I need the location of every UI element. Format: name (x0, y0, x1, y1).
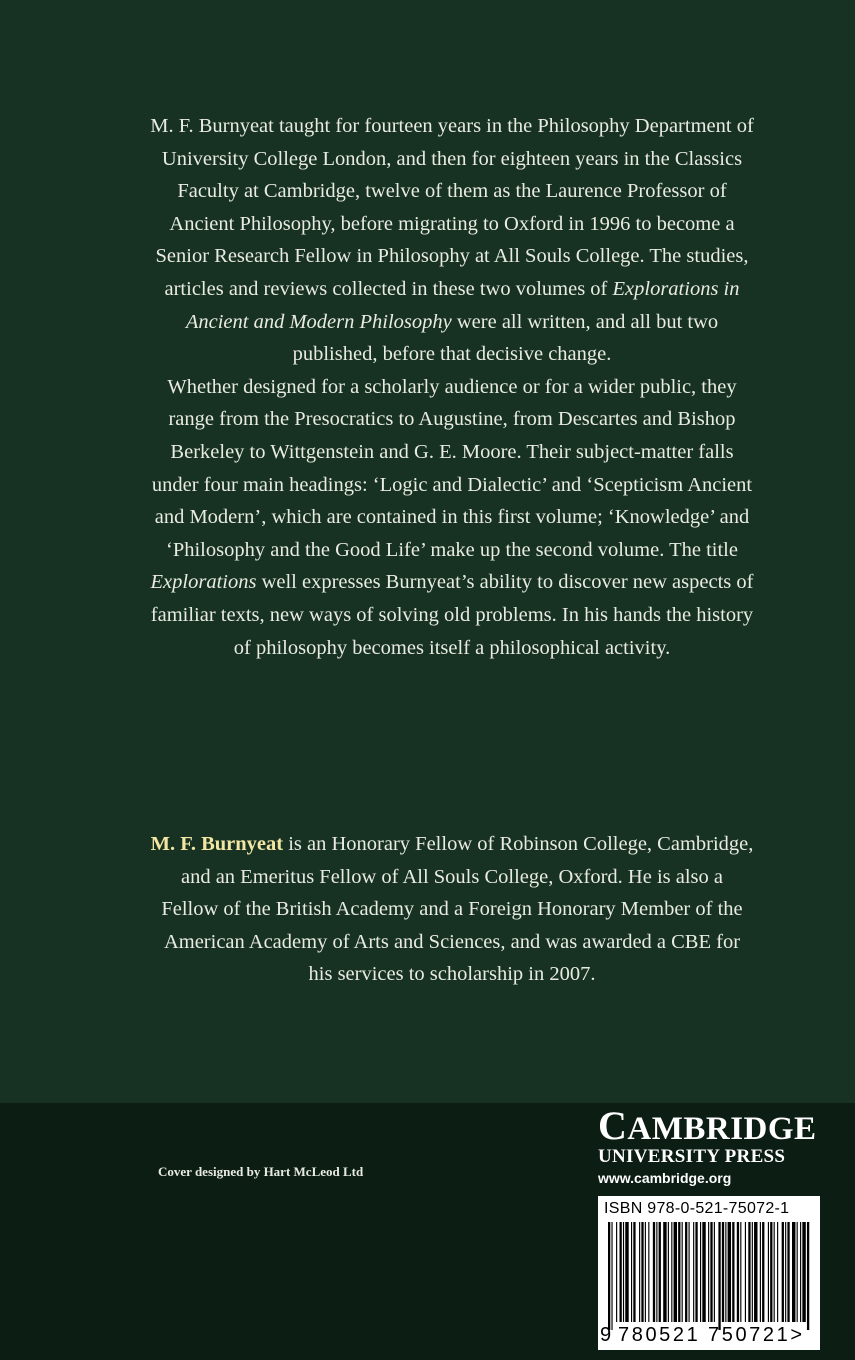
barcode-bar (777, 1222, 778, 1322)
book-title: Explorations in Ancient and Modern Philosophy (185, 277, 740, 333)
barcode-bars (604, 1222, 814, 1332)
barcode-bar (737, 1222, 739, 1322)
author-name: M. F. Burnyeat (150, 833, 284, 855)
barcode-bar (639, 1222, 640, 1322)
barcode-bar (616, 1222, 617, 1322)
barcode-bar (641, 1222, 643, 1322)
blurb-text: well expresses Burnyeat’s ability to discover new aspects of familiar texts, new ways of solving old problems. In his hands the history of philosophy becomes itself a philosophical activity. (150, 571, 754, 659)
barcode-bar (645, 1222, 646, 1322)
blurb (150, 110, 754, 664)
barcode-bar (700, 1222, 701, 1322)
barcode-bar (678, 1222, 680, 1322)
barcode-digits-left: 780521 (618, 1324, 701, 1346)
barcode-bar (608, 1222, 610, 1330)
barcode-bar (797, 1222, 798, 1322)
barcode-bar (725, 1222, 726, 1322)
barcode-bar (802, 1222, 805, 1322)
barcode-bar (752, 1222, 753, 1322)
barcode-end-mark: > (790, 1324, 805, 1346)
barcode-bar (631, 1222, 632, 1322)
barcode-bar (693, 1222, 694, 1322)
barcode-bar (625, 1222, 628, 1322)
blurb-paragraph-1 (150, 110, 754, 371)
barcode-bar (674, 1222, 677, 1322)
author-bio (150, 828, 754, 991)
barcode-bar (702, 1222, 705, 1322)
barcode-digits-right: 750721> (708, 1324, 805, 1346)
barcode-bar (800, 1222, 801, 1322)
book-title-short: Explorations (150, 571, 257, 594)
barcode-bar (774, 1222, 775, 1322)
barcode-bar (682, 1222, 683, 1322)
author-bio-text: is an Honorary Fellow of Robinson College, Cambridge, and an Emeritus Fellow of All Souls College, Oxford. He is also a Fellow of the British Academy and a Foreign Honorary Member of the American Academy of Arts and Sciences, and was awarded a CBE for his services to scholarship in 2007. (161, 833, 754, 986)
barcode-bar (653, 1222, 655, 1322)
barcode-bar (787, 1222, 789, 1322)
barcode-bar (760, 1222, 761, 1322)
blurb-text: Whether designed for a scholarly audience or for a wider public, they range from the Presocratics to Augustine, from Descartes and Bishop Berkeley to Wittgenstein and G. E. Moore. Their subject-matter falls under four main headings: ‘Logic and Dialectic’ and ‘Scepticism Ancient and Modern’, which are contained in this first volume; ‘Knowledge’ and ‘Philosophy and the Good Life’ make up the second volume. The title (151, 375, 753, 561)
barcode-bar (708, 1222, 709, 1322)
barcode-bar (792, 1222, 795, 1322)
barcode-bar (620, 1222, 622, 1322)
barcode-bar (768, 1222, 769, 1322)
cover-credit: Cover designed by Hart McLeod Ltd (158, 1164, 364, 1179)
publisher-name: CAMBRIDGE (598, 1103, 817, 1148)
barcode-bar (689, 1222, 690, 1322)
barcode-digit-first: 9 (600, 1324, 612, 1346)
barcode-bar (745, 1222, 746, 1322)
barcode-bar (785, 1222, 786, 1322)
barcode-bar (748, 1222, 750, 1322)
barcode-bar (611, 1222, 612, 1330)
blurb-paragraph-2 (150, 371, 754, 664)
isbn-barcode (598, 1196, 820, 1350)
barcode-bar (762, 1222, 764, 1322)
barcode-bar (722, 1222, 724, 1322)
barcode-bar (770, 1222, 772, 1322)
barcode-bar (656, 1222, 657, 1322)
isbn-label: ISBN 978-0-521-75072-1 (604, 1200, 790, 1217)
blurb-text: were all written, and all but two published, before that decisive change. (292, 310, 719, 366)
barcode-bar (782, 1222, 784, 1322)
publisher-url: www.cambridge.org (598, 1170, 732, 1186)
blurb-text: M. F. Burnyeat taught for fourteen years in the Philosophy Department of University College London, and then for eighteen years in the Classics Faculty at Cambridge, twelve of them as the Laurence Professor of Ancient Philosophy, before migrating to Oxford in 1996 to become a Senior Research Fellow in Philosophy at All Souls College. The studies, articles and reviews collected in these two volumes of (150, 115, 754, 300)
barcode-bar (695, 1222, 697, 1322)
barcode-bar (728, 1222, 731, 1322)
barcode-bar (807, 1222, 809, 1330)
barcode-bar (668, 1222, 669, 1322)
barcode-bar (710, 1222, 712, 1322)
barcode-bar (754, 1222, 757, 1322)
barcode-bar (663, 1222, 666, 1322)
barcode-bar (740, 1222, 741, 1322)
barcode-bar (732, 1222, 734, 1322)
barcode-bar (648, 1222, 649, 1322)
publisher-logo (598, 1103, 822, 1187)
barcode-bar (718, 1222, 720, 1330)
publisher-subtitle: UNIVERSITY PRESS (598, 1146, 786, 1167)
barcode-bar (623, 1222, 624, 1322)
barcode-bar (714, 1222, 715, 1322)
barcode-bar (633, 1222, 635, 1322)
barcode-bar (685, 1222, 687, 1322)
barcode-bar (659, 1222, 661, 1322)
barcode-bar (671, 1222, 672, 1322)
